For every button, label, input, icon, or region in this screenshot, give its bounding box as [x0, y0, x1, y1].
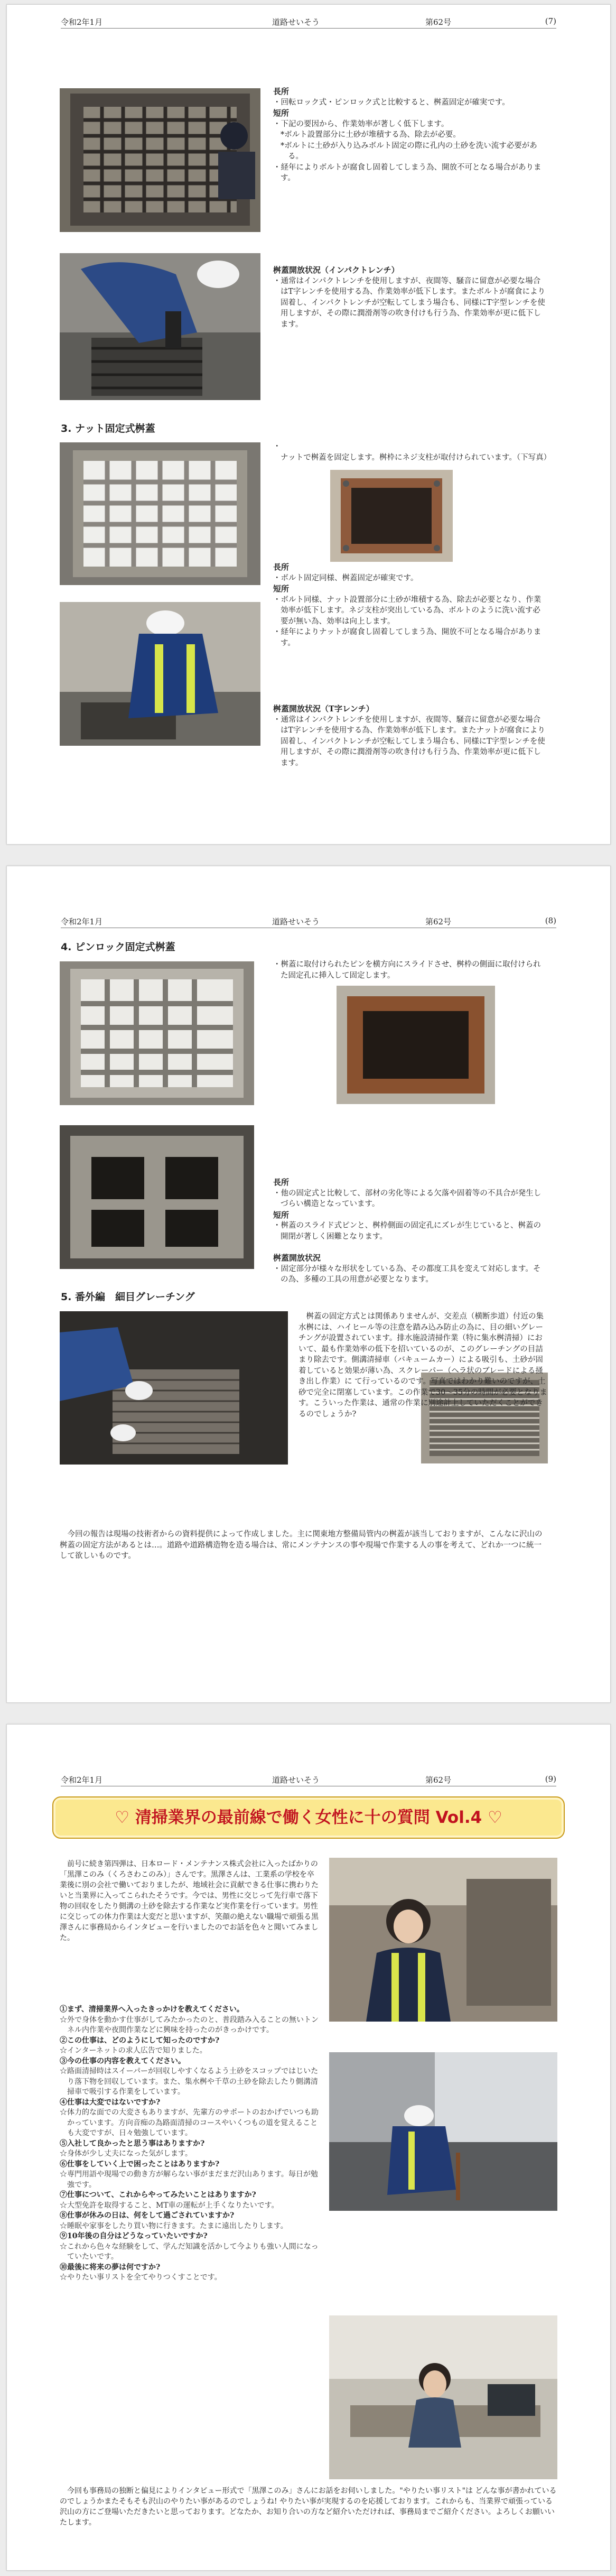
pinlock-pros-cons: [273, 1177, 548, 1285]
newsletter-page-9: [6, 1724, 611, 2571]
interview-qa-list: [60, 2005, 319, 2283]
bolt-pros-cons: [273, 86, 548, 184]
header-issue: 第62号: [425, 917, 452, 926]
header-page-number: (9): [545, 1774, 556, 1784]
pros-heading: 長所: [273, 1178, 290, 1187]
cons-heading: 短所: [273, 108, 290, 118]
page-header: [61, 1772, 556, 1786]
photo-bolt-cover: [60, 88, 260, 232]
newsletter-page-7: [6, 4, 611, 845]
cons-heading: 短所: [273, 1210, 290, 1220]
question: ①まず、清掃業界へ入ったきっかけを教えてください。: [60, 2005, 244, 2014]
photo-interviewee-working: [329, 2052, 557, 2211]
photo-pinlock-cover: [60, 961, 254, 1105]
question: ③今の仕事の内容を教えてください。: [60, 2056, 185, 2065]
photo-impact-wrench: [60, 253, 260, 400]
header-date: 令和2年1月: [61, 17, 103, 27]
cons-item: ・経年によりボルトが腐食し固着してしまう為、開放不可となる場合があります。: [273, 163, 542, 182]
interview-intro: [60, 1859, 319, 1943]
cons-item: ・下記の要因から、作業効率が著しく低下します。: [273, 119, 449, 128]
photo-nut-cover: [60, 442, 260, 585]
photo-t-wrench: [60, 602, 260, 746]
header-publication: 道路せいそう: [272, 1775, 320, 1785]
header-issue: 第62号: [425, 17, 452, 27]
question: ⑥仕事をしていく上で困ったことはありますか?: [60, 2160, 220, 2169]
question: ⑨10年後の自分はどうなっていたいですか?: [60, 2232, 208, 2240]
t-wrench-heading: 桝蓋開放状況（T字レンチ）: [273, 704, 374, 714]
page-header: [61, 14, 556, 29]
pinlock-description-item: ・桝蓋に取付けられたピンを横方向にスライドさせ、桝枠の側面に取付けられた固定孔に挿入して固定します。: [273, 960, 541, 980]
question: ②この仕事は、どのようにして知ったのですか?: [60, 2036, 220, 2045]
header-page-number: (8): [545, 916, 556, 925]
pros-heading: 長所: [273, 87, 290, 96]
section-3-title: 3. ナット固定式桝蓋: [61, 423, 155, 434]
open-heading: 桝蓋開放状況: [273, 1253, 321, 1263]
pinlock-description: [273, 959, 548, 981]
question: ⑩最後に将来の夢は何ですか?: [60, 2263, 161, 2272]
photo-nut-frame: [330, 470, 453, 562]
heart-icon: ♡: [487, 1808, 502, 1827]
pros-heading: 長所: [273, 562, 290, 572]
pros-item: ・他の固定式と比較して、部材の劣化等による欠落や固着等の不具合が発生しづらい構造となっています。: [273, 1189, 542, 1208]
closing-body: 今回の報告は現場の技術者からの資料提供によって作成しました。主に関東地方整備局管内の桝蓋が該当しておりますが、こんなに沢山の桝蓋の固定方法があるとは…。道路や道路構造物を造る場合は、常にメンテナンスの事や現場で作業する人の事を考えて、どれか一つに統一して欲しいものです。: [60, 1530, 543, 1560]
pros-item: ・回転ロック式・ピンロック式と比較すると、桝蓋固定が確実です。: [273, 98, 510, 107]
fine-grating-body: 桝蓋の固定方式とは関係ありませんが、交差点（横断歩道）付近の集水桝には、ハイヒール等の注意を踏み込み防止の為に、目の細いグレーチングが設置されています。排水施設清掃作業（特に集水桝清掃）において、最も作業効率の低下を招いているのが、このグレーチングの目詰まり除去です。側溝清掃車（バキュームカー）による吸引も、土砂が固着していると効果が薄い為、スクレーパー（ヘラ状のブレードによる掻き出し作業）に て行っているのです。写真ではわかり難いのですが、土砂で完全に閉塞しています。この作業で30～35分の時間が必要となります。こういった作業は、通常の作業に別途計上していただくことができるのでしょうか?: [298, 1312, 547, 1419]
heart-icon: ♡: [115, 1808, 130, 1827]
section-4-title: 4. ピンロック固定式桝蓋: [61, 941, 175, 953]
cons-item: ・桝蓋のスライド式ピンと、桝枠側面の固定孔にズレが生じていると、桝蓋の開閉が著しく困難となります。: [273, 1221, 542, 1241]
newsletter-page-8: [6, 866, 611, 1703]
cons-item: ・ボルト同様、ナット設置部分に土砂が堆積する為、除去が必要となり、作業効率が低下します。ネジ支柱が突出している為、ボルトのように洗い流す必要が無い為、効率は向上します。: [273, 595, 542, 626]
answer: ☆専門用語や現場での動き方が解らない事がまだまだ沢山あります。毎日が勉強です。: [60, 2170, 318, 2189]
answer: ☆やりたい事リストを全てやりつくすことです。: [60, 2273, 222, 2282]
answer: ☆体力的な面での大変さもありますが、先輩方のサポートのおかげでいつも助かっています。方向音痴の為路面清掃のコースやいくつもの道を覚えることも大変ですが、日々勉強しています。: [60, 2108, 319, 2137]
answer: ☆外で身体を動かす仕事がしてみたかったのと、普段踏み入ることの無いトンネル内作業や夜間作業などに興味を持ったのがきっかけです。: [60, 2015, 319, 2034]
header-publication: 道路せいそう: [272, 917, 320, 926]
answer: ☆インターネットの求人広告で知りました。: [60, 2046, 207, 2055]
interview-closing-body: 今回も事務局の独断と偏見によりインタビュー形式で「黒澤このみ」さんにお話をお伺いしました。"やりたい事リスト"は どんな事が書かれているのでしょうかまたそもそも沢山のやりたい事があるのでしょうね! やりたい事が実現するのを応援しております。これからも、当業界で頑張っている沢山の方にご登場いただきたいと思っております。どなたか、お知り合いの方など紹介いただければ、事務局までご紹介ください。よろしくお願いいたします。: [60, 2487, 557, 2527]
header-issue: 第62号: [425, 1775, 452, 1785]
nut-description: [273, 441, 552, 463]
photo-pinlock-frame: [337, 986, 495, 1104]
nut-pros-cons: [273, 562, 548, 648]
cons-subitem: *ボルト設置部分に土砂が堆積する為、除去が必要。: [281, 131, 461, 139]
question: ⑧仕事が休みの日は、何をして過ごされていますか?: [60, 2211, 235, 2220]
interview-intro-body: 前号に続き第四弾は、日本ロード・メンテナンス株式会社に入ったばかりの「黒澤このみ（くろさわこのみ）」さんです。黒澤さんは、工業系の学校を卒業後に別の会社で働いておりましたが、地域社会に貢献できる仕事に携わりたいと当業界に入ってこられたそうです。今では、男性に交じって先行車で落下物の回収をしたり側溝の土砂を除去する作業など実作業を行っています。男性に交じっての体力作業は大変だと思いますが、笑顔の絶えない職場で頑張る黒澤さんに事務局からインタビューを行いましたのでお話を色々と聞いてみました。: [60, 1860, 319, 1942]
interview-banner-title: 清掃業界の最前線で働く女性に十の質問 Vol.4: [135, 1808, 482, 1827]
photo-interviewee-office: [329, 2315, 557, 2479]
closing-remarks: [60, 1529, 548, 1562]
answer: ☆睡眠や家事をしたり買い物に行きます。たまに遠出したりします。: [60, 2221, 288, 2230]
answer: ☆これから色々な経験をして、学んだ知識を活かして今よりも強い人間になっていたいです。: [60, 2242, 319, 2261]
t-wrench-item: ・通常はインパクトレンチを使用しますが、夜間等、騒音に留意が必要な場合はT字レンチを使用する為、作業効率が低下します。またナットが腐食により固着し、インパクトレンチが空転してしまう場合も、同様にT字型レンチを使用しますが、その際に潤滑剤等の吹き付けも行う為、作業効率が更に低下します。: [273, 715, 545, 767]
answer: ☆身体が少し丈夫になった気がします。: [60, 2149, 192, 2158]
impact-wrench-item: ・通常はインパクトレンチを使用しますが、夜間等、騒音に留意が必要な場合はT字レンチを使用する為、作業効率が低下します。またボルトが腐食により固着し、インパクトレンチが空転してしまう場合も、同様にT字型レンチを使用しますが、その際に潤滑剤等の吹き付けも行う為、作業効率が更に低下します。: [273, 276, 546, 329]
interview-closing: [60, 2486, 557, 2528]
t-wrench-text: [273, 703, 548, 768]
photo-interviewee-portrait: [329, 1858, 557, 2022]
question: ⑦仕事について、これからやってみたいことはありますか?: [60, 2191, 256, 2199]
header-date: 令和2年1月: [61, 1775, 103, 1785]
cons-subitem: *ボルトに土砂が入り込みボルト固定の際に孔内の土砂を洗い流す必要がある。: [281, 141, 537, 161]
nut-description-item: ・ナットで桝蓋を固定します。桝枠にネジ支柱が取付けられています。（下写真）: [273, 442, 552, 462]
cons-item: ・経年によりナットが腐食し固着してしまう為、開放不可となる場合があります。: [273, 628, 542, 647]
photo-pinlock-sides: [60, 1125, 254, 1269]
page-header: [61, 914, 556, 928]
question: ⑤入社して良かったと思う事はありますか?: [60, 2139, 205, 2148]
cons-heading: 短所: [273, 584, 290, 594]
header-publication: 道路せいそう: [272, 17, 320, 27]
open-item: ・固定部分が様々な形状をしている為、その都度工具を変えて対応します。その為、多種の工具の用意が必要となります。: [273, 1264, 541, 1284]
pros-item: ・ボルト固定同様、桝蓋固定が確実です。: [273, 573, 418, 582]
answer: ☆大型免許を取得すること、MT車の運転が上手くなりたいです。: [60, 2201, 279, 2210]
question: ④仕事は大変ではないですか?: [60, 2098, 161, 2107]
fine-grating-text: [60, 1311, 548, 1420]
answer: ☆路面清掃時はスイーパーが回収しやすくなるよう土砂をスコップではじいたり落下物を回収しています。また、集水桝や千草の土砂を除去したり側溝清掃車で吸引する作業をしています。: [60, 2067, 319, 2096]
header-page-number: (7): [545, 16, 556, 26]
header-date: 令和2年1月: [61, 917, 103, 926]
section-5-title: 5. 番外編 細目グレーチング: [61, 1291, 195, 1303]
impact-wrench-text: [273, 265, 548, 330]
interview-banner: [52, 1796, 565, 1839]
impact-wrench-heading: 桝蓋開放状況（インパクトレンチ）: [273, 265, 399, 275]
